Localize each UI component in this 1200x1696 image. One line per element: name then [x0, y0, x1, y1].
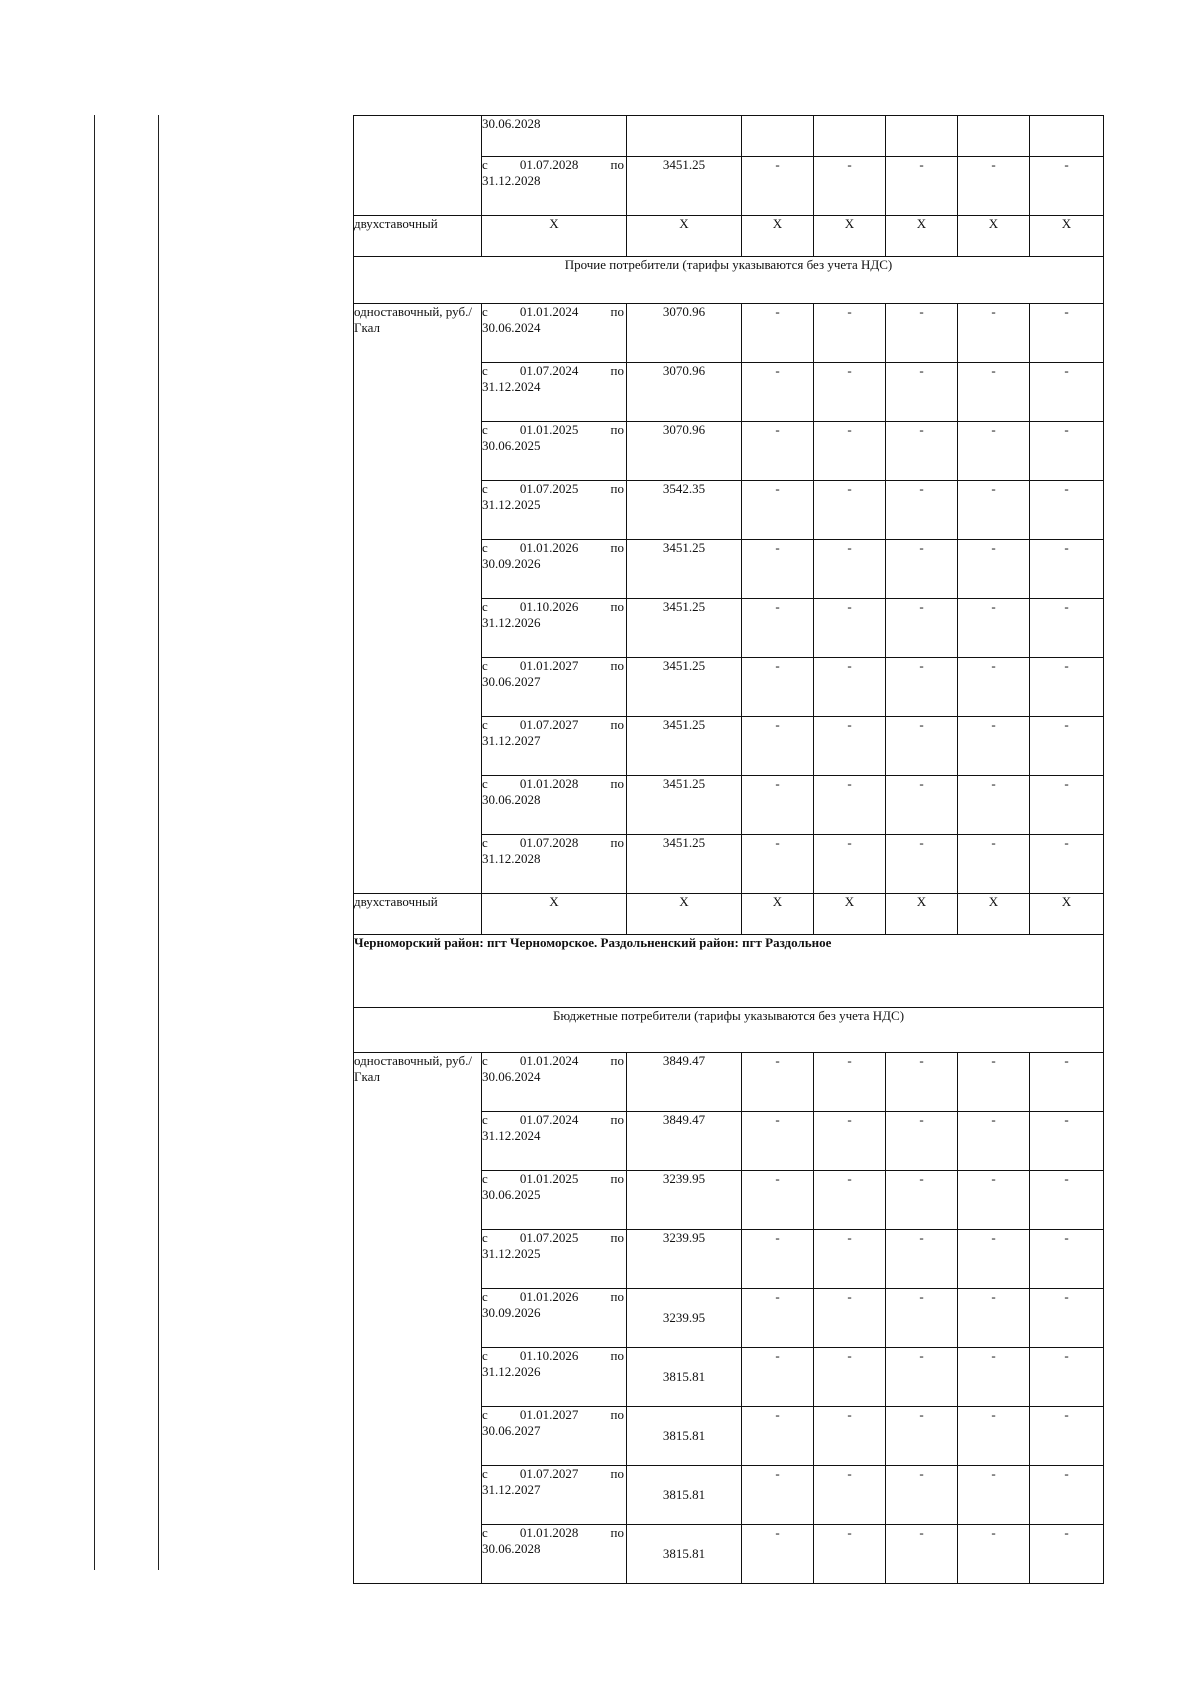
dash-cell: -	[1030, 1348, 1104, 1407]
to-label: по	[610, 1466, 624, 1481]
dash-cell: -	[958, 1171, 1030, 1230]
period-cell	[482, 1525, 627, 1584]
period-cell	[482, 717, 627, 776]
from-label: с	[482, 1466, 488, 1481]
period-end: 30.06.2028	[482, 116, 541, 131]
tariff-value: 3239.95	[627, 1230, 742, 1289]
dash-cell: -	[814, 1171, 886, 1230]
x-cell: X	[482, 216, 627, 257]
empty-cell	[742, 116, 814, 157]
x-cell: X	[482, 894, 627, 935]
period-cell	[482, 658, 627, 717]
dash-cell: -	[1030, 658, 1104, 717]
period-cell	[482, 157, 627, 216]
from-label: с	[482, 481, 488, 496]
to-label: по	[610, 776, 624, 791]
period-from: 01.01.2028	[519, 1525, 579, 1540]
dash-cell: -	[886, 1289, 958, 1348]
table-row-two-rate	[354, 216, 1104, 257]
dash-cell: -	[958, 157, 1030, 216]
period-to: 31.12.2026	[482, 1364, 541, 1379]
dash-cell: -	[814, 157, 886, 216]
dash-cell: -	[742, 1525, 814, 1584]
period-cell	[482, 363, 627, 422]
from-label: с	[482, 835, 488, 850]
tariff-value: 3070.96	[627, 422, 742, 481]
period-to: 31.12.2028	[482, 851, 541, 866]
tariff-value: 3070.96	[627, 304, 742, 363]
dash-cell: -	[742, 1171, 814, 1230]
from-label: с	[482, 1407, 488, 1422]
dash-cell: -	[886, 481, 958, 540]
dash-cell: -	[814, 1289, 886, 1348]
dash-cell: -	[742, 658, 814, 717]
dash-cell: -	[814, 1466, 886, 1525]
period-from: 01.01.2026	[519, 540, 579, 555]
period-to: 30.06.2027	[482, 1423, 541, 1438]
period-cell	[482, 481, 627, 540]
dash-cell: -	[886, 776, 958, 835]
dash-cell: -	[958, 1407, 1030, 1466]
period-from: 01.01.2028	[519, 776, 579, 791]
period-to: 30.06.2024	[482, 320, 541, 335]
table-row-two-rate	[354, 894, 1104, 935]
period-cell	[482, 1171, 627, 1230]
tariff-value: 3070.96	[627, 363, 742, 422]
dash-cell: -	[1030, 422, 1104, 481]
dash-cell: -	[886, 540, 958, 599]
period-cell	[482, 599, 627, 658]
dash-cell: -	[1030, 481, 1104, 540]
dash-cell: -	[814, 304, 886, 363]
empty-type-cell	[354, 116, 482, 216]
period-to: 31.12.2025	[482, 1246, 541, 1261]
dash-cell: -	[886, 1053, 958, 1112]
dash-cell: -	[814, 481, 886, 540]
dash-cell: -	[958, 422, 1030, 481]
from-label: с	[482, 157, 488, 172]
period-from: 01.07.2024	[519, 363, 579, 378]
dash-cell: -	[742, 1112, 814, 1171]
dash-cell: -	[742, 1289, 814, 1348]
x-cell: X	[1030, 894, 1104, 935]
value-cell	[627, 116, 742, 157]
period-cell	[482, 422, 627, 481]
dash-cell: -	[1030, 157, 1104, 216]
section-row	[354, 935, 1104, 1008]
dash-cell: -	[1030, 717, 1104, 776]
x-cell: X	[742, 216, 814, 257]
section-row	[354, 1008, 1104, 1053]
dash-cell: -	[1030, 835, 1104, 894]
dash-cell: -	[886, 1171, 958, 1230]
dash-cell: -	[1030, 1407, 1104, 1466]
period-from: 01.01.2024	[519, 1053, 579, 1068]
dash-cell: -	[742, 1466, 814, 1525]
to-label: по	[610, 599, 624, 614]
tariff-value: 3815.81	[627, 1407, 742, 1466]
dash-cell: -	[958, 1525, 1030, 1584]
period-to: 31.12.2026	[482, 615, 541, 630]
period-from: 01.07.2028	[519, 835, 579, 850]
dash-cell: -	[886, 835, 958, 894]
period-from: 01.07.2025	[519, 481, 579, 496]
dash-cell: -	[742, 481, 814, 540]
dash-cell: -	[1030, 540, 1104, 599]
dash-cell: -	[886, 1348, 958, 1407]
tariff-value: 3849.47	[627, 1053, 742, 1112]
dash-cell: -	[814, 599, 886, 658]
to-label: по	[610, 540, 624, 555]
period-to: 30.06.2024	[482, 1069, 541, 1084]
from-label: с	[482, 1171, 488, 1186]
period-to: 30.06.2028	[482, 792, 541, 807]
to-label: по	[610, 1525, 624, 1540]
dash-cell: -	[742, 1348, 814, 1407]
to-label: по	[610, 1407, 624, 1422]
dash-cell: -	[1030, 1112, 1104, 1171]
dash-cell: -	[958, 1230, 1030, 1289]
dash-cell: -	[814, 1407, 886, 1466]
table-row	[354, 1053, 1104, 1112]
dash-cell: -	[886, 658, 958, 717]
from-label: с	[482, 1230, 488, 1245]
x-cell: X	[886, 894, 958, 935]
period-to: 31.12.2027	[482, 733, 541, 748]
two-rate-label: двухставочный	[354, 216, 482, 257]
dash-cell: -	[958, 835, 1030, 894]
to-label: по	[610, 1289, 624, 1304]
dash-cell: -	[958, 1112, 1030, 1171]
x-cell: X	[627, 216, 742, 257]
dash-cell: -	[742, 835, 814, 894]
tariff-value: 3451.25	[627, 835, 742, 894]
table-row	[354, 304, 1104, 363]
to-label: по	[610, 481, 624, 496]
dash-cell: -	[886, 304, 958, 363]
tariff-value: 3451.25	[627, 157, 742, 216]
period-cell	[482, 1289, 627, 1348]
from-label: с	[482, 1348, 488, 1363]
x-cell: X	[958, 894, 1030, 935]
table-row	[354, 116, 1104, 157]
tariff-value: 3239.95	[627, 1171, 742, 1230]
tariff-value: 3815.81	[627, 1525, 742, 1584]
dash-cell: -	[1030, 1466, 1104, 1525]
dash-cell: -	[1030, 1230, 1104, 1289]
dash-cell: -	[958, 599, 1030, 658]
period-to: 31.12.2028	[482, 173, 541, 188]
period-cell	[482, 1407, 627, 1466]
dash-cell: -	[886, 1466, 958, 1525]
dash-cell: -	[742, 1053, 814, 1112]
period-from: 01.01.2025	[519, 422, 579, 437]
dash-cell: -	[886, 599, 958, 658]
tariff-type-label: одноставочный, руб./Гкал	[354, 304, 482, 894]
from-label: с	[482, 422, 488, 437]
tariff-value: 3542.35	[627, 481, 742, 540]
margin-line-left	[94, 115, 95, 1570]
dash-cell: -	[886, 422, 958, 481]
period-cell	[482, 835, 627, 894]
dash-cell: -	[886, 157, 958, 216]
from-label: с	[482, 599, 488, 614]
period-from: 01.01.2025	[519, 1171, 579, 1186]
section-title: Прочие потребители (тарифы указываются без учета НДС)	[354, 257, 1104, 304]
dash-cell: -	[814, 717, 886, 776]
period-to: 31.12.2024	[482, 379, 541, 394]
section-row	[354, 257, 1104, 304]
dash-cell: -	[958, 363, 1030, 422]
period-cell	[482, 116, 627, 157]
dash-cell: -	[958, 776, 1030, 835]
dash-cell: -	[814, 1053, 886, 1112]
period-cell	[482, 540, 627, 599]
from-label: с	[482, 717, 488, 732]
period-from: 01.01.2026	[519, 1289, 579, 1304]
period-from: 01.10.2026	[519, 1348, 579, 1363]
dash-cell: -	[1030, 599, 1104, 658]
tariff-table	[353, 115, 1104, 1584]
tariff-value: 3451.25	[627, 540, 742, 599]
to-label: по	[610, 1171, 624, 1186]
period-from: 01.01.2027	[519, 1407, 579, 1422]
dash-cell: -	[1030, 304, 1104, 363]
period-cell	[482, 776, 627, 835]
x-cell: X	[958, 216, 1030, 257]
dash-cell: -	[958, 304, 1030, 363]
dash-cell: -	[814, 835, 886, 894]
period-to: 30.06.2025	[482, 438, 541, 453]
margin-line-right	[158, 115, 159, 1570]
period-to: 31.12.2024	[482, 1128, 541, 1143]
from-label: с	[482, 776, 488, 791]
dash-cell: -	[742, 157, 814, 216]
to-label: по	[610, 422, 624, 437]
empty-cell	[814, 116, 886, 157]
empty-cell	[886, 116, 958, 157]
to-label: по	[610, 1112, 624, 1127]
period-to: 30.06.2025	[482, 1187, 541, 1202]
period-from: 01.07.2025	[519, 1230, 579, 1245]
empty-cell	[958, 116, 1030, 157]
tariff-value: 3451.25	[627, 658, 742, 717]
from-label: с	[482, 658, 488, 673]
from-label: с	[482, 304, 488, 319]
dash-cell: -	[958, 1289, 1030, 1348]
to-label: по	[610, 717, 624, 732]
tariff-value: 3815.81	[627, 1348, 742, 1407]
to-label: по	[610, 157, 624, 172]
dash-cell: -	[742, 599, 814, 658]
to-label: по	[610, 1348, 624, 1363]
from-label: с	[482, 1053, 488, 1068]
dash-cell: -	[1030, 363, 1104, 422]
x-cell: X	[627, 894, 742, 935]
dash-cell: -	[814, 1348, 886, 1407]
dash-cell: -	[742, 1407, 814, 1466]
dash-cell: -	[958, 1348, 1030, 1407]
period-to: 30.06.2027	[482, 674, 541, 689]
tariff-value: 3451.25	[627, 599, 742, 658]
dash-cell: -	[742, 363, 814, 422]
x-cell: X	[886, 216, 958, 257]
section-title: Бюджетные потребители (тарифы указываются без учета НДС)	[354, 1008, 1104, 1053]
period-from: 01.07.2024	[519, 1112, 579, 1127]
dash-cell: -	[1030, 1525, 1104, 1584]
empty-cell	[1030, 116, 1104, 157]
period-to: 31.12.2025	[482, 497, 541, 512]
dash-cell: -	[814, 363, 886, 422]
tariff-table-body	[354, 116, 1104, 1584]
period-to: 30.09.2026	[482, 1305, 541, 1320]
from-label: с	[482, 1525, 488, 1540]
period-from: 01.01.2024	[519, 304, 579, 319]
x-cell: X	[1030, 216, 1104, 257]
dash-cell: -	[958, 481, 1030, 540]
dash-cell: -	[958, 1466, 1030, 1525]
dash-cell: -	[1030, 1171, 1104, 1230]
dash-cell: -	[1030, 1053, 1104, 1112]
tariff-value: 3849.47	[627, 1112, 742, 1171]
dash-cell: -	[958, 658, 1030, 717]
period-to: 31.12.2027	[482, 1482, 541, 1497]
from-label: с	[482, 540, 488, 555]
to-label: по	[610, 658, 624, 673]
tariff-value: 3451.25	[627, 776, 742, 835]
dash-cell: -	[886, 1407, 958, 1466]
dash-cell: -	[886, 363, 958, 422]
dash-cell: -	[886, 717, 958, 776]
period-to: 30.06.2028	[482, 1541, 541, 1556]
dash-cell: -	[814, 1112, 886, 1171]
dash-cell: -	[1030, 776, 1104, 835]
dash-cell: -	[742, 540, 814, 599]
dash-cell: -	[814, 1230, 886, 1289]
two-rate-label: двухставочный	[354, 894, 482, 935]
period-from: 01.07.2028	[519, 157, 579, 172]
to-label: по	[610, 363, 624, 378]
period-cell	[482, 1053, 627, 1112]
from-label: с	[482, 1112, 488, 1127]
dash-cell: -	[814, 776, 886, 835]
dash-cell: -	[886, 1230, 958, 1289]
to-label: по	[610, 835, 624, 850]
dash-cell: -	[814, 540, 886, 599]
tariff-type-label: одноставочный, руб./Гкал	[354, 1053, 482, 1584]
dash-cell: -	[1030, 1289, 1104, 1348]
period-from: 01.07.2027	[519, 1466, 579, 1481]
tariff-value: 3451.25	[627, 717, 742, 776]
period-cell	[482, 1348, 627, 1407]
period-cell	[482, 304, 627, 363]
dash-cell: -	[742, 717, 814, 776]
period-from: 01.01.2027	[519, 658, 579, 673]
period-cell	[482, 1230, 627, 1289]
section-title: Черноморский район: пгт Черноморское. Раздольненский район: пгт Раздольное	[354, 935, 1104, 1008]
to-label: по	[610, 1053, 624, 1068]
x-cell: X	[814, 894, 886, 935]
dash-cell: -	[742, 776, 814, 835]
dash-cell: -	[814, 1525, 886, 1584]
period-from: 01.10.2026	[519, 599, 579, 614]
dash-cell: -	[814, 422, 886, 481]
dash-cell: -	[742, 422, 814, 481]
dash-cell: -	[886, 1525, 958, 1584]
to-label: по	[610, 304, 624, 319]
dash-cell: -	[886, 1112, 958, 1171]
period-cell	[482, 1466, 627, 1525]
dash-cell: -	[814, 658, 886, 717]
period-to: 30.09.2026	[482, 556, 541, 571]
from-label: с	[482, 363, 488, 378]
dash-cell: -	[958, 717, 1030, 776]
x-cell: X	[742, 894, 814, 935]
dash-cell: -	[742, 304, 814, 363]
from-label: с	[482, 1289, 488, 1304]
period-from: 01.07.2027	[519, 717, 579, 732]
to-label: по	[610, 1230, 624, 1245]
tariff-value: 3815.81	[627, 1466, 742, 1525]
tariff-value: 3239.95	[627, 1289, 742, 1348]
dash-cell: -	[958, 1053, 1030, 1112]
dash-cell: -	[958, 540, 1030, 599]
period-cell	[482, 1112, 627, 1171]
x-cell: X	[814, 216, 886, 257]
dash-cell: -	[742, 1230, 814, 1289]
